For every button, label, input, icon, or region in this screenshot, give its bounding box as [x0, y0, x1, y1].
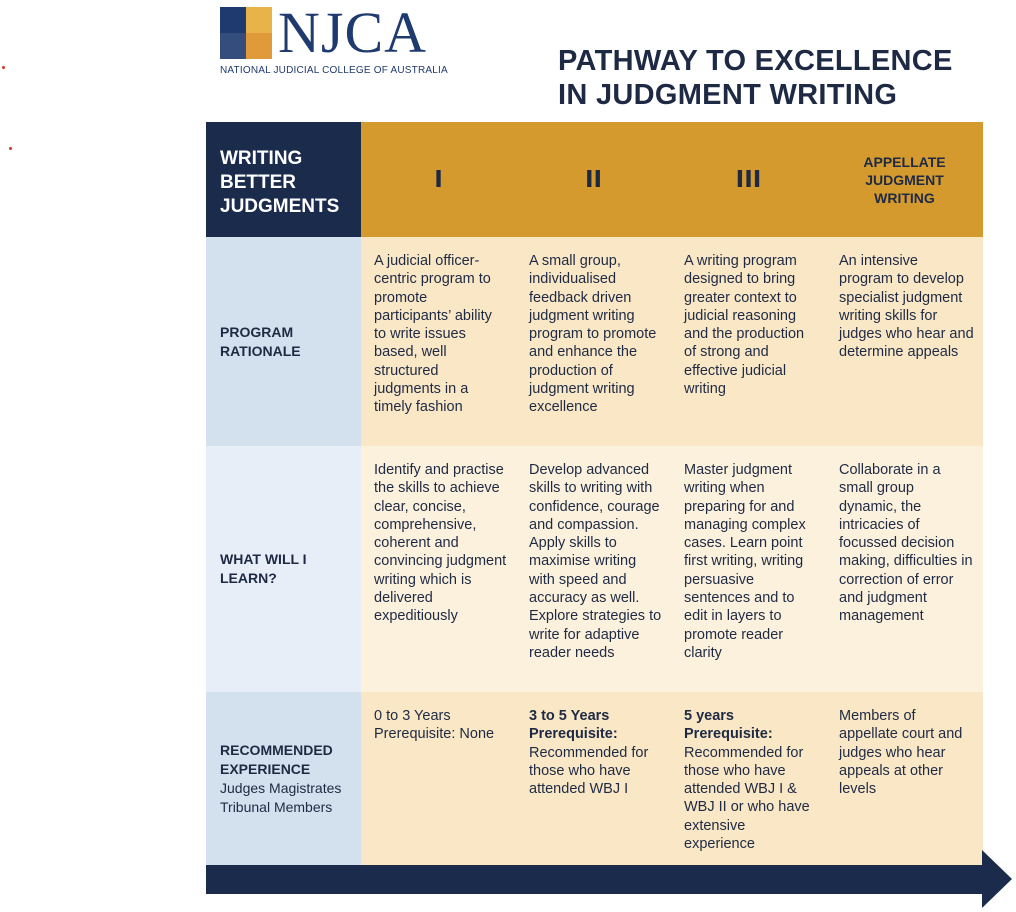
arrow-right-icon — [982, 850, 1012, 908]
red-dot — [9, 147, 12, 150]
experience-years: 0 to 3 Years — [374, 708, 451, 724]
title-line-2: IN JUDGMENT WRITING — [558, 79, 898, 111]
experience-cell-ii — [516, 692, 671, 865]
experience-years: 5 years — [684, 708, 734, 724]
row-label-learn — [206, 446, 361, 692]
logo-wordmark: NJCA — [278, 0, 428, 65]
experience-cell-appellate: Members of appellate court and judges who hear appeals at other levels — [826, 692, 983, 865]
appellate-line-2: JUDGMENT — [865, 171, 944, 188]
column-header-ii: II — [516, 122, 671, 237]
rationale-cell-i: A judicial officer-centric program to promote participants’ ability to write issues based, well structured judgments in a timely fashion — [361, 237, 516, 446]
corner-line-1: WRITING — [220, 148, 303, 169]
red-dot — [2, 66, 5, 69]
column-header-iii: III — [671, 122, 826, 237]
rationale-cell-appellate: An intensive program to develop specialist judgment writing skills for judges who hear and determine appeals — [826, 237, 983, 446]
learn-label-line-1: WHAT WILL I — [220, 551, 307, 567]
experience-label-line-1: RECOMMENDED — [220, 741, 333, 758]
rationale-cell-ii: A small group, individualised feedback driven judgment writing program to promote and enhance the production of judgment writing excellence — [516, 237, 671, 446]
experience-cell-iii — [671, 692, 826, 865]
experience-years: 3 to 5 Years — [529, 708, 610, 724]
rationale-label-line-2: RATIONALE — [220, 342, 301, 359]
learn-cell-appellate: Collaborate in a small group dynamic, the intricacies of focussed decision making, difficulties in correction of error and judgment management — [826, 446, 983, 692]
logo-subtitle: NATIONAL JUDICIAL COLLEGE OF AUSTRALIA — [220, 65, 448, 76]
title-line-1: PATHWAY TO EXCELLENCE — [558, 45, 953, 77]
row-label-experience — [206, 692, 361, 865]
experience-sub-line-2: Tribunal Members — [220, 798, 333, 815]
rationale-label-line-1: PROGRAM — [220, 323, 294, 340]
appellate-line-1: APPELLATE — [863, 153, 946, 170]
learn-cell-i: Identify and practise the skills to achieve clear, concise, comprehensive, coherent and convincing judgment writing which is delivered expeditiously — [361, 446, 516, 692]
appellate-line-3: WRITING — [874, 189, 935, 206]
row-label-rationale — [206, 237, 361, 446]
prerequisite-label: Prerequisite: — [684, 726, 773, 743]
pathway-table — [206, 122, 983, 865]
learn-cell-iii: Master judgment writing when preparing for and managing complex cases. Learn point first writing, writing persuasive sentences and to edit in layers to promote reader clarity — [671, 446, 826, 692]
corner-header — [206, 122, 361, 237]
prerequisite-label: Prerequisite: — [529, 726, 618, 743]
corner-line-2: BETTER — [220, 172, 296, 193]
learn-cell-ii: Develop advanced skills to writing with confidence, courage and compassion. Apply skills to maximise writing with speed and accuracy as well. Explore strategies to write for adaptive reader needs — [516, 446, 671, 692]
learn-label-line-2: LEARN? — [220, 570, 277, 586]
experience-cell-i — [361, 692, 516, 865]
page-title — [558, 44, 978, 112]
logo-squares-icon — [220, 7, 272, 59]
column-header-i: I — [361, 122, 516, 237]
experience-prerequisite: Recommended for those who have attended WBJ I & WBJ II or who have extensive experience — [684, 744, 810, 853]
column-header-appellate — [826, 122, 983, 237]
progress-arrow-bar — [206, 865, 984, 894]
corner-line-3: JUDGMENTS — [220, 196, 340, 217]
rationale-cell-iii: A writing program designed to bring greater context to judicial reasoning and the production of strong and effective judicial writing — [671, 237, 826, 446]
experience-prerequisite: Prerequisite: None — [374, 726, 495, 743]
experience-label-line-2: EXPERIENCE — [220, 760, 311, 777]
experience-sub-line-1: Judges Magistrates — [220, 779, 342, 796]
experience-prerequisite: Recommended for those who have attended WBJ I — [529, 744, 649, 798]
